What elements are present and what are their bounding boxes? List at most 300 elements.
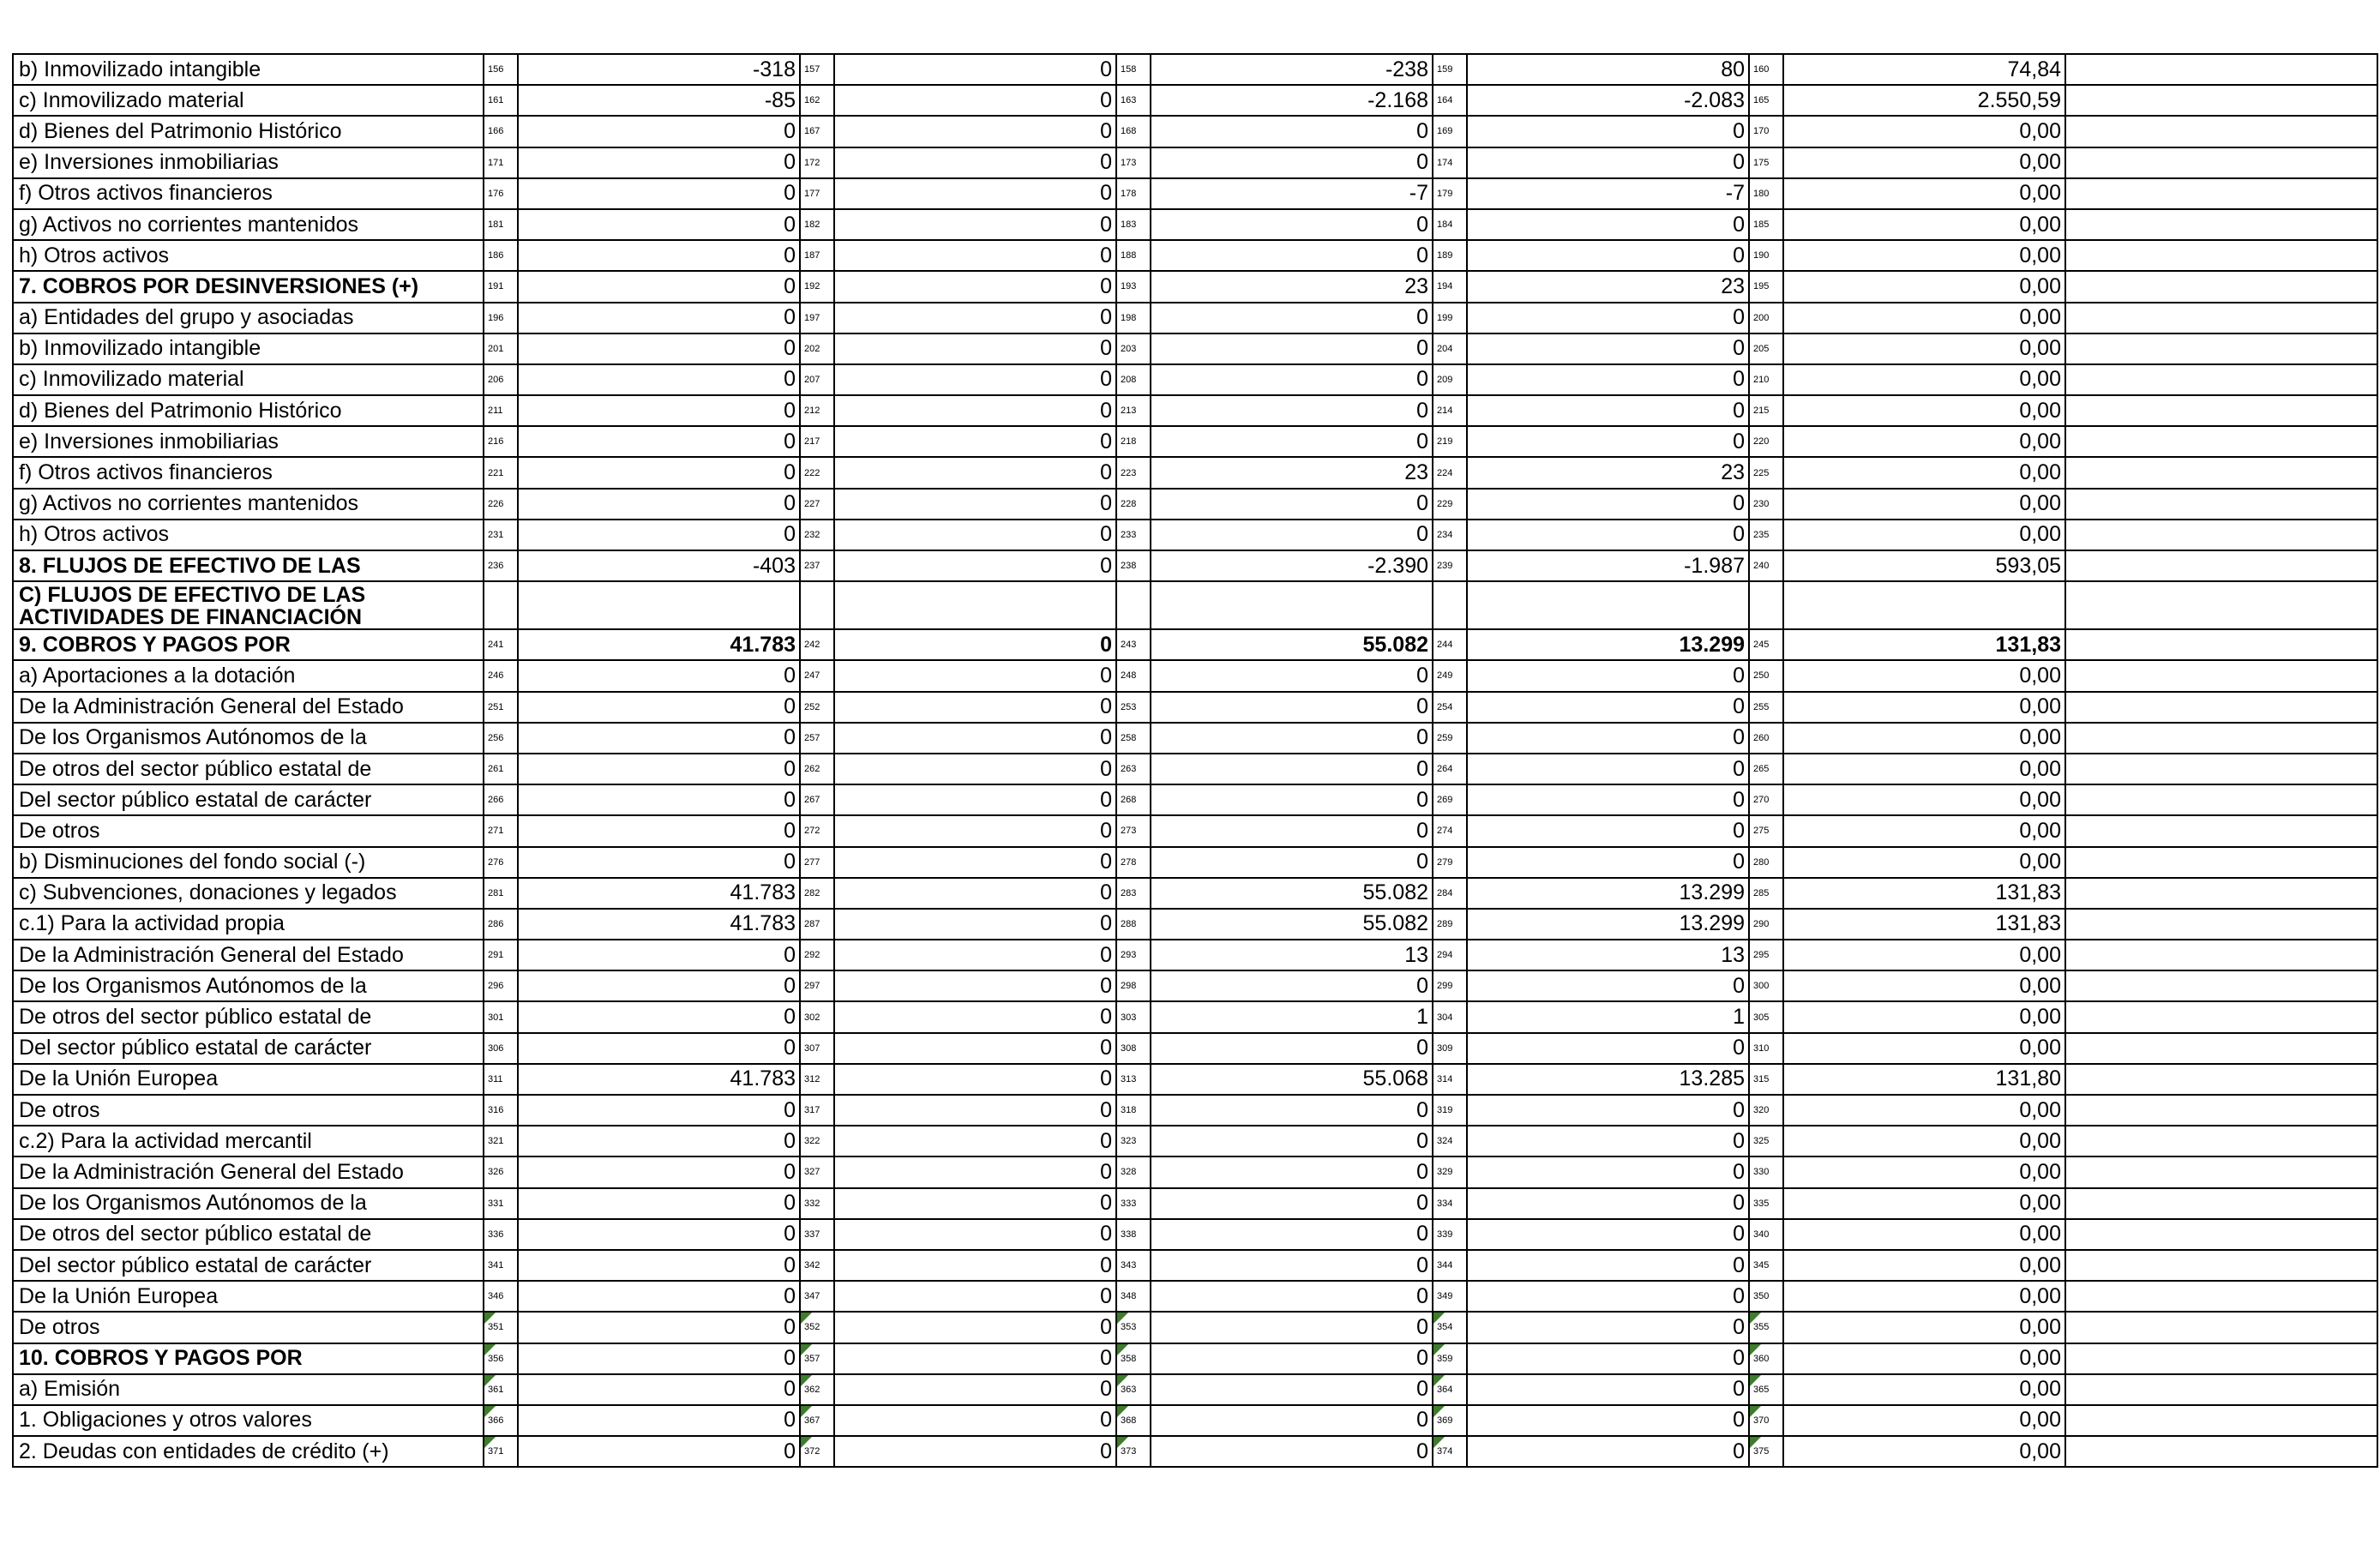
cell-value: 0 — [834, 847, 1116, 878]
cell-value: 41.783 — [518, 629, 800, 660]
cell-code: 206 — [484, 364, 518, 395]
cell-code: 246 — [484, 660, 518, 691]
cell-value: 0,00 — [1783, 489, 2065, 520]
cell-code: 216 — [484, 426, 518, 457]
cell-value: 0 — [1467, 1281, 1749, 1312]
cell-value: 0 — [1151, 754, 1433, 784]
empty-cell — [2065, 54, 2377, 85]
cell-value: 0 — [1151, 1188, 1433, 1219]
cell-value: 0 — [1151, 364, 1433, 395]
cell-code: 219 — [1433, 426, 1467, 457]
cell-value: 131,83 — [1783, 909, 2065, 940]
cell-value: 0 — [518, 692, 800, 723]
cell-code: 173 — [1116, 147, 1151, 178]
cell-value — [1783, 581, 2065, 629]
cell-code: 348 — [1116, 1281, 1151, 1312]
table-row — [13, 1374, 2377, 1405]
row-label: C) FLUJOS DE EFECTIVO DE LAS ACTIVIDADES DE FINANCIACIÓN — [13, 581, 484, 629]
cell-code: 196 — [484, 303, 518, 333]
cell-code: 346 — [484, 1281, 518, 1312]
cell-value: 23 — [1467, 271, 1749, 302]
cell-value: 0,00 — [1783, 1405, 2065, 1436]
cell-value: 0 — [518, 1374, 800, 1405]
cell-code: 238 — [1116, 550, 1151, 581]
cell-code: 275 — [1749, 815, 1783, 846]
row-label: De los Organismos Autónomos de la — [13, 1188, 484, 1219]
cell-code: 287 — [800, 909, 834, 940]
cell-code: 168 — [1116, 116, 1151, 147]
cell-value: 131,83 — [1783, 629, 2065, 660]
cell-value: 0 — [1151, 209, 1433, 240]
cell-code: 337 — [800, 1219, 834, 1250]
cell-code: 157 — [800, 54, 834, 85]
cell-code: 242 — [800, 629, 834, 660]
cell-value: 0 — [518, 815, 800, 846]
cell-code: 257 — [800, 723, 834, 754]
cell-code: 357 — [800, 1343, 834, 1374]
cell-code: 161 — [484, 85, 518, 116]
cell-code: 300 — [1749, 970, 1783, 1001]
cell-code: 218 — [1116, 426, 1151, 457]
table-row — [13, 940, 2377, 970]
row-label: c) Subvenciones, donaciones y legados — [13, 878, 484, 909]
cell-code: 199 — [1433, 303, 1467, 333]
cell-code: 202 — [800, 333, 834, 364]
cell-code: 306 — [484, 1033, 518, 1064]
cell-code: 237 — [800, 550, 834, 581]
cell-value: 0 — [834, 1281, 1116, 1312]
cell-value: 0 — [1467, 489, 1749, 520]
row-label: d) Bienes del Patrimonio Histórico — [13, 395, 484, 426]
empty-cell — [2065, 395, 2377, 426]
cell-value: 0 — [518, 489, 800, 520]
row-label: De otros — [13, 815, 484, 846]
cell-value: 55.068 — [1151, 1064, 1433, 1095]
cell-code: 178 — [1116, 178, 1151, 209]
table-row — [13, 1033, 2377, 1064]
cell-value: 0 — [1467, 660, 1749, 691]
cell-value: 0 — [1467, 1033, 1749, 1064]
cell-value: 0 — [1467, 426, 1749, 457]
cell-value: 0 — [834, 489, 1116, 520]
cell-value: 0 — [834, 1001, 1116, 1032]
cell-code: 298 — [1116, 970, 1151, 1001]
cell-value: 0 — [1467, 1188, 1749, 1219]
cell-code: 331 — [484, 1188, 518, 1219]
cell-code: 279 — [1433, 847, 1467, 878]
cell-value: 0 — [834, 1250, 1116, 1281]
cell-code: 188 — [1116, 240, 1151, 271]
cell-code: 359 — [1433, 1343, 1467, 1374]
cell-value: 131,83 — [1783, 878, 2065, 909]
cell-value: 0 — [1467, 1343, 1749, 1374]
cell-value: 0 — [518, 723, 800, 754]
cell-value: 0 — [1467, 333, 1749, 364]
cell-value: 0 — [834, 1188, 1116, 1219]
cell-value — [1151, 581, 1433, 629]
cell-code: 222 — [800, 457, 834, 488]
cell-code: 347 — [800, 1281, 834, 1312]
cell-code: 210 — [1749, 364, 1783, 395]
empty-cell — [2065, 303, 2377, 333]
row-label: 10. COBROS Y PAGOS POR — [13, 1343, 484, 1374]
cell-code: 280 — [1749, 847, 1783, 878]
cell-code: 336 — [484, 1219, 518, 1250]
cell-code: 156 — [484, 54, 518, 85]
table-row — [13, 457, 2377, 488]
cell-value: 0 — [1151, 1250, 1433, 1281]
cell-code: 214 — [1433, 395, 1467, 426]
table-body — [13, 54, 2377, 1467]
cell-code: 374 — [1433, 1436, 1467, 1467]
cell-value: 0 — [1151, 723, 1433, 754]
cell-value: 13 — [1151, 940, 1433, 970]
cell-code — [800, 581, 834, 629]
cell-value: 0 — [834, 1126, 1116, 1156]
cell-value: 0,00 — [1783, 970, 2065, 1001]
cell-value: 23 — [1151, 271, 1433, 302]
cell-code: 258 — [1116, 723, 1151, 754]
empty-cell — [2065, 629, 2377, 660]
cell-value: 0,00 — [1783, 723, 2065, 754]
cell-value: 0 — [518, 1436, 800, 1467]
cell-code: 232 — [800, 520, 834, 550]
cell-value: 41.783 — [518, 878, 800, 909]
row-label: c.2) Para la actividad mercantil — [13, 1126, 484, 1156]
cell-code: 241 — [484, 629, 518, 660]
cell-code: 302 — [800, 1001, 834, 1032]
cell-code: 266 — [484, 784, 518, 815]
cell-value: 0 — [518, 1312, 800, 1343]
cell-code: 311 — [484, 1064, 518, 1095]
cell-value: 0 — [1151, 815, 1433, 846]
table-row — [13, 970, 2377, 1001]
cell-code: 179 — [1433, 178, 1467, 209]
cell-code: 180 — [1749, 178, 1783, 209]
cell-value: 0 — [1467, 692, 1749, 723]
table-row — [13, 1188, 2377, 1219]
cell-code: 262 — [800, 754, 834, 784]
empty-cell — [2065, 1126, 2377, 1156]
cell-code: 356 — [484, 1343, 518, 1374]
cell-code: 192 — [800, 271, 834, 302]
cell-code: 332 — [800, 1188, 834, 1219]
cell-code: 163 — [1116, 85, 1151, 116]
table-row — [13, 1250, 2377, 1281]
cell-value: 0 — [518, 209, 800, 240]
cell-code: 325 — [1749, 1126, 1783, 1156]
cell-code — [1749, 581, 1783, 629]
cell-code: 297 — [800, 970, 834, 1001]
cell-value: 0 — [1151, 660, 1433, 691]
row-label: g) Activos no corrientes mantenidos — [13, 209, 484, 240]
table-row — [13, 116, 2377, 147]
cell-code: 352 — [800, 1312, 834, 1343]
cell-value: 0,00 — [1783, 1343, 2065, 1374]
cell-code: 234 — [1433, 520, 1467, 550]
cell-value: 0 — [1467, 784, 1749, 815]
row-label: De otros del sector público estatal de — [13, 1001, 484, 1032]
section-header-row — [13, 581, 2377, 629]
cell-value: 0 — [1151, 692, 1433, 723]
cell-code: 335 — [1749, 1188, 1783, 1219]
cell-value: 0 — [518, 364, 800, 395]
row-label: b) Inmovilizado intangible — [13, 333, 484, 364]
cell-code: 329 — [1433, 1156, 1467, 1187]
cell-code: 345 — [1749, 1250, 1783, 1281]
cell-value: 0 — [834, 1436, 1116, 1467]
cell-value: 0 — [518, 1001, 800, 1032]
cell-value: 0 — [518, 1343, 800, 1374]
empty-cell — [2065, 1188, 2377, 1219]
empty-cell — [2065, 581, 2377, 629]
cell-value: 0 — [834, 426, 1116, 457]
cell-value: -1.987 — [1467, 550, 1749, 581]
cell-code: 303 — [1116, 1001, 1151, 1032]
cell-value: 1 — [1467, 1001, 1749, 1032]
cell-code: 159 — [1433, 54, 1467, 85]
empty-cell — [2065, 1001, 2377, 1032]
cell-code: 201 — [484, 333, 518, 364]
cell-code: 295 — [1749, 940, 1783, 970]
cell-value — [518, 581, 800, 629]
cell-value: 0 — [1151, 1156, 1433, 1187]
cell-code: 354 — [1433, 1312, 1467, 1343]
table-row — [13, 1281, 2377, 1312]
cell-value: 0 — [518, 1281, 800, 1312]
row-label: De la Administración General del Estado — [13, 692, 484, 723]
cell-code: 169 — [1433, 116, 1467, 147]
table-row — [13, 1312, 2377, 1343]
cell-value: 0,00 — [1783, 1374, 2065, 1405]
cell-value: 0 — [834, 116, 1116, 147]
cell-code: 235 — [1749, 520, 1783, 550]
cell-value: 0,00 — [1783, 754, 2065, 784]
cell-code: 360 — [1749, 1343, 1783, 1374]
cell-value: 0 — [1467, 754, 1749, 784]
cell-code: 263 — [1116, 754, 1151, 784]
cell-value: 0 — [834, 629, 1116, 660]
cell-code — [1116, 581, 1151, 629]
cell-code: 243 — [1116, 629, 1151, 660]
cell-code: 321 — [484, 1126, 518, 1156]
cell-value: -7 — [1151, 178, 1433, 209]
cell-value: -2.083 — [1467, 85, 1749, 116]
cell-code: 176 — [484, 178, 518, 209]
cell-value: 0 — [518, 847, 800, 878]
cell-code: 213 — [1116, 395, 1151, 426]
cell-code: 221 — [484, 457, 518, 488]
empty-cell — [2065, 1312, 2377, 1343]
cell-code: 160 — [1749, 54, 1783, 85]
cell-value: 0 — [1467, 847, 1749, 878]
cell-code: 228 — [1116, 489, 1151, 520]
cell-value: 0,00 — [1783, 209, 2065, 240]
cell-code: 323 — [1116, 1126, 1151, 1156]
empty-cell — [2065, 426, 2377, 457]
cell-code: 259 — [1433, 723, 1467, 754]
cell-code: 211 — [484, 395, 518, 426]
cell-value: 0 — [1467, 815, 1749, 846]
cell-value: 0 — [1151, 1219, 1433, 1250]
empty-cell — [2065, 240, 2377, 271]
cell-code: 167 — [800, 116, 834, 147]
cell-code: 358 — [1116, 1343, 1151, 1374]
cell-code: 278 — [1116, 847, 1151, 878]
cell-code: 283 — [1116, 878, 1151, 909]
cell-value: 0 — [1467, 364, 1749, 395]
cell-code: 244 — [1433, 629, 1467, 660]
cell-value: 131,80 — [1783, 1064, 2065, 1095]
cell-code: 286 — [484, 909, 518, 940]
cell-value: 0 — [1151, 1405, 1433, 1436]
cell-value: 0 — [834, 1312, 1116, 1343]
cell-value: 0 — [1467, 395, 1749, 426]
cell-code: 271 — [484, 815, 518, 846]
empty-cell — [2065, 178, 2377, 209]
cell-code: 220 — [1749, 426, 1783, 457]
cell-value: 2.550,59 — [1783, 85, 2065, 116]
cell-code: 362 — [800, 1374, 834, 1405]
table-row — [13, 240, 2377, 271]
cell-value: 0 — [518, 1095, 800, 1126]
cell-code: 308 — [1116, 1033, 1151, 1064]
cell-code: 254 — [1433, 692, 1467, 723]
cell-value: 0,00 — [1783, 1281, 2065, 1312]
cell-value: 0 — [834, 660, 1116, 691]
row-label: h) Otros activos — [13, 520, 484, 550]
table-row — [13, 1405, 2377, 1436]
row-label: e) Inversiones inmobiliarias — [13, 147, 484, 178]
cell-value: 1 — [1151, 1001, 1433, 1032]
cell-value: 0 — [518, 147, 800, 178]
cell-code: 272 — [800, 815, 834, 846]
table-row — [13, 1343, 2377, 1374]
table-row — [13, 629, 2377, 660]
cell-code: 282 — [800, 878, 834, 909]
cell-code: 371 — [484, 1436, 518, 1467]
cell-value: 0,00 — [1783, 364, 2065, 395]
cell-code: 209 — [1433, 364, 1467, 395]
cell-value: -7 — [1467, 178, 1749, 209]
cell-value: 0 — [518, 240, 800, 271]
cell-code: 338 — [1116, 1219, 1151, 1250]
empty-cell — [2065, 878, 2377, 909]
cell-code: 284 — [1433, 878, 1467, 909]
cell-value: -318 — [518, 54, 800, 85]
row-label: 1. Obligaciones y otros valores — [13, 1405, 484, 1436]
cell-value: 0 — [834, 1156, 1116, 1187]
empty-cell — [2065, 489, 2377, 520]
table-row — [13, 1219, 2377, 1250]
cell-code: 313 — [1116, 1064, 1151, 1095]
cell-value: 0,00 — [1783, 1033, 2065, 1064]
cell-code: 314 — [1433, 1064, 1467, 1095]
cell-code: 361 — [484, 1374, 518, 1405]
cell-value: 0 — [518, 303, 800, 333]
cell-value: 0,00 — [1783, 1188, 2065, 1219]
cell-value: 0,00 — [1783, 240, 2065, 271]
cell-code: 350 — [1749, 1281, 1783, 1312]
cell-value: 0 — [1151, 489, 1433, 520]
cell-code: 365 — [1749, 1374, 1783, 1405]
cell-value: 0 — [834, 1064, 1116, 1095]
table-row — [13, 784, 2377, 815]
cell-code: 190 — [1749, 240, 1783, 271]
cell-code: 255 — [1749, 692, 1783, 723]
cell-value: 0,00 — [1783, 303, 2065, 333]
cell-code: 367 — [800, 1405, 834, 1436]
cell-value: 0 — [518, 1405, 800, 1436]
cell-code: 265 — [1749, 754, 1783, 784]
cell-value: 0 — [834, 1033, 1116, 1064]
cell-value: 0,00 — [1783, 1156, 2065, 1187]
cell-value: 0 — [1151, 303, 1433, 333]
cell-code: 260 — [1749, 723, 1783, 754]
cell-code: 273 — [1116, 815, 1151, 846]
cell-value: 0,00 — [1783, 1436, 2065, 1467]
table-row — [13, 1064, 2377, 1095]
cell-value: 0 — [834, 723, 1116, 754]
cell-code: 225 — [1749, 457, 1783, 488]
cell-code: 299 — [1433, 970, 1467, 1001]
cell-value: 0,00 — [1783, 1219, 2065, 1250]
cell-code: 170 — [1749, 116, 1783, 147]
cell-value: 80 — [1467, 54, 1749, 85]
cell-value: 13.299 — [1467, 629, 1749, 660]
cell-value: 0 — [518, 178, 800, 209]
cell-code: 315 — [1749, 1064, 1783, 1095]
row-label: De otros del sector público estatal de — [13, 1219, 484, 1250]
row-label: c.1) Para la actividad propia — [13, 909, 484, 940]
cell-value: 0 — [1151, 1312, 1433, 1343]
cell-value: 0 — [1151, 970, 1433, 1001]
row-label: 9. COBROS Y PAGOS POR — [13, 629, 484, 660]
row-label: Del sector público estatal de carácter — [13, 784, 484, 815]
cell-code: 294 — [1433, 940, 1467, 970]
empty-cell — [2065, 85, 2377, 116]
cell-code: 247 — [800, 660, 834, 691]
cell-value: 0 — [834, 54, 1116, 85]
cell-code: 256 — [484, 723, 518, 754]
empty-cell — [2065, 909, 2377, 940]
cell-value: 0 — [1151, 784, 1433, 815]
cell-code: 248 — [1116, 660, 1151, 691]
cell-code: 245 — [1749, 629, 1783, 660]
row-label: b) Inmovilizado intangible — [13, 54, 484, 85]
cell-value: 0 — [834, 692, 1116, 723]
cell-value: 0 — [834, 178, 1116, 209]
empty-cell — [2065, 457, 2377, 488]
cell-value: 0,00 — [1783, 395, 2065, 426]
table-row — [13, 550, 2377, 581]
row-label: d) Bienes del Patrimonio Histórico — [13, 116, 484, 147]
cell-code: 223 — [1116, 457, 1151, 488]
cell-code: 290 — [1749, 909, 1783, 940]
empty-cell — [2065, 1095, 2377, 1126]
cell-code: 239 — [1433, 550, 1467, 581]
cell-code: 226 — [484, 489, 518, 520]
empty-cell — [2065, 940, 2377, 970]
cell-code: 355 — [1749, 1312, 1783, 1343]
cell-code: 363 — [1116, 1374, 1151, 1405]
cell-value: 0,00 — [1783, 333, 2065, 364]
cell-value: 0,00 — [1783, 116, 2065, 147]
cell-code: 191 — [484, 271, 518, 302]
cell-code: 198 — [1116, 303, 1151, 333]
table-row — [13, 303, 2377, 333]
cell-code: 318 — [1116, 1095, 1151, 1126]
